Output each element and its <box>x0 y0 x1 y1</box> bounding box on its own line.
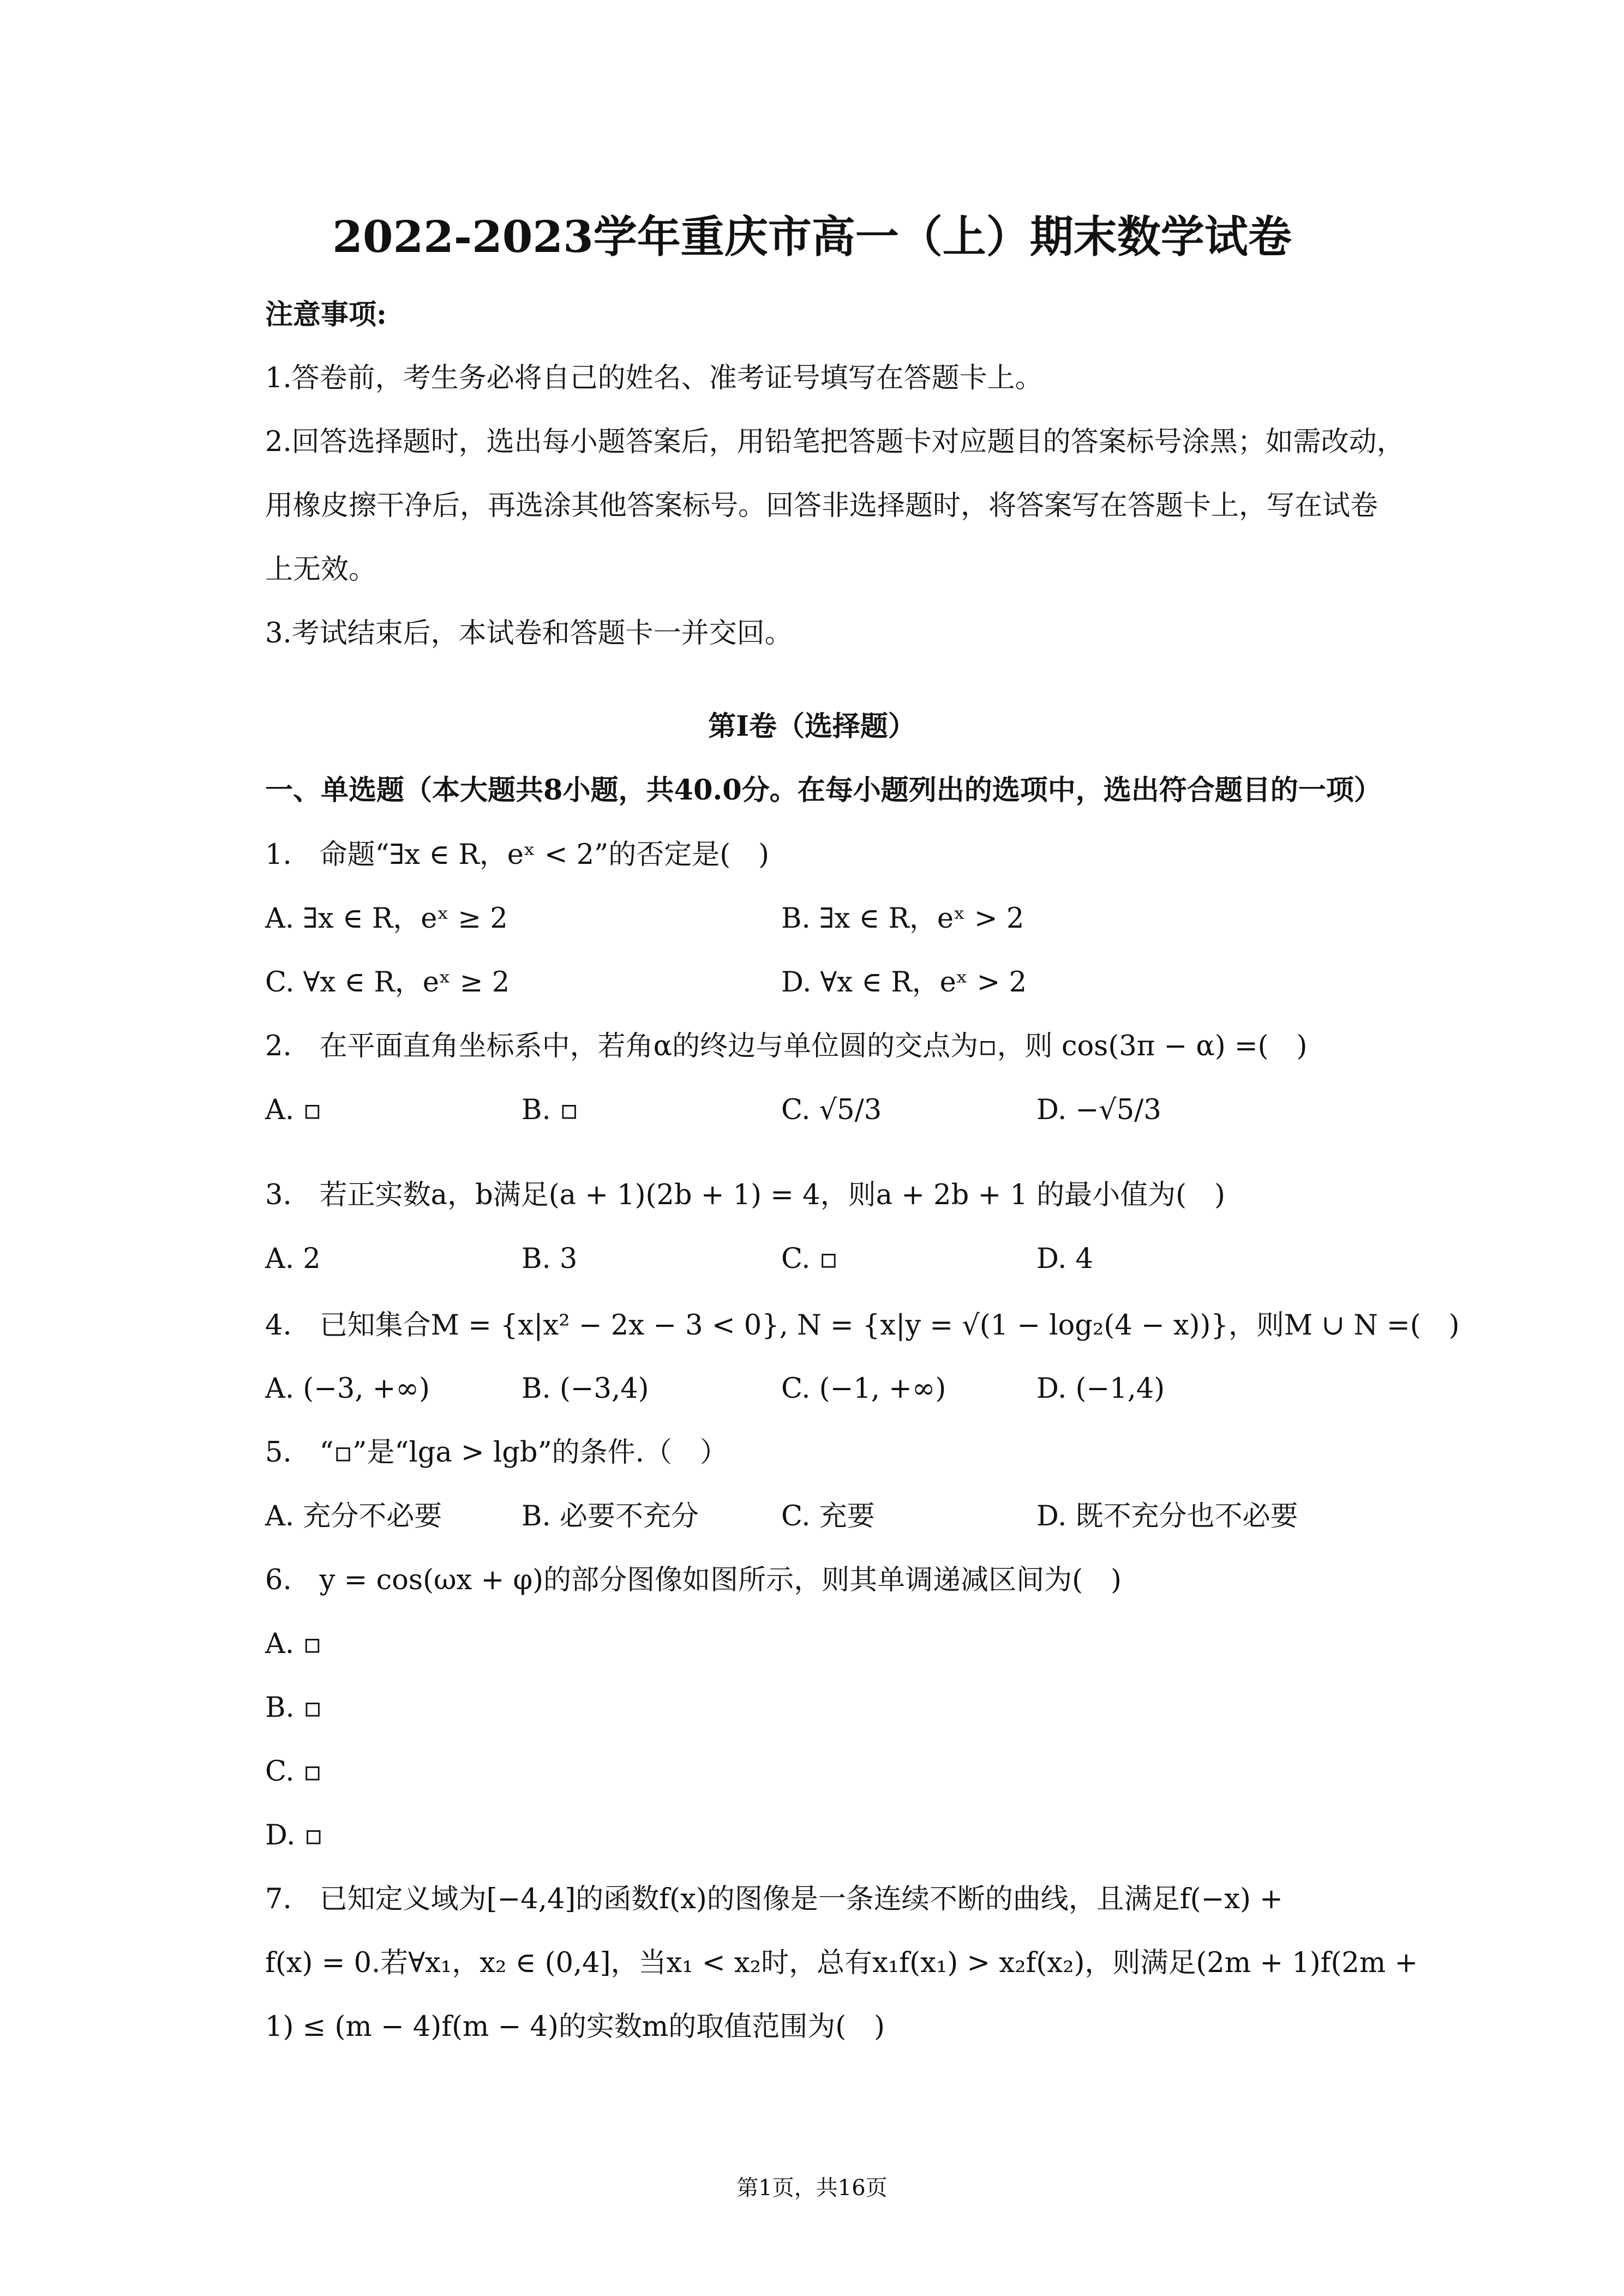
q3-option-a: A. 2 <box>265 1243 321 1275</box>
q5-option-d: D. 既不充分也不必要 <box>1036 1500 1298 1532</box>
q5-option-b: B. 必要不充分 <box>522 1500 699 1532</box>
q3-option-c: C. ▫ <box>781 1243 838 1275</box>
q6-option-b: B. ▫ <box>265 1692 322 1724</box>
question-6-stem: 6. y = cos(ωx + φ)的部分图像如图所示，则其单调递减区间为( ) <box>265 1564 1122 1596</box>
question-5-stem: 5. “▫”是“lga > lgb”的条件.（ ） <box>265 1436 728 1469</box>
question-3-stem: 3. 若正实数a，b满足(a + 1)(2b + 1) = 4，则a + 2b + 1 的最小值为( ) <box>265 1179 1225 1211</box>
q2-option-d: D. −√5/3 <box>1036 1094 1161 1126</box>
notice-heading: 注意事项: <box>265 298 387 331</box>
question-7-stem-line: 7. 已知定义域为[−4,4]的函数f(x)的图像是一条连续不断的曲线，且满足f(−x) + <box>265 1883 1283 1915</box>
q4-option-c: C. (−1, +∞) <box>781 1373 946 1405</box>
section-heading: 一、单选题（本大题共8小题，共40.0分。在每小题列出的选项中，选出符合题目的一项） <box>265 774 1382 807</box>
q6-option-d: D. ▫ <box>265 1819 323 1852</box>
q3-option-b: B. 3 <box>522 1243 578 1275</box>
page-footer: 第1页，共16页 <box>736 2175 888 2201</box>
q2-option-a: A. ▫ <box>265 1094 322 1126</box>
exam-title: 2022-2023学年重庆市高一（上）期末数学试卷 <box>332 211 1292 262</box>
q1-option-b: B. ∃x ∈ R，eˣ > 2 <box>781 903 1024 935</box>
q5-option-a: A. 充分不必要 <box>265 1500 442 1532</box>
q1-option-c: C. ∀x ∈ R，eˣ ≥ 2 <box>265 966 510 999</box>
question-7-stem-line: 1) ≤ (m − 4)f(m − 4)的实数m的取值范围为( ) <box>265 2011 885 2043</box>
question-1-stem: 1. 命题“∃x ∈ R，eˣ < 2”的否定是( ) <box>265 839 770 871</box>
q4-option-a: A. (−3, +∞) <box>265 1373 430 1405</box>
q2-option-c: C. √5/3 <box>781 1094 882 1126</box>
q4-option-d: D. (−1,4) <box>1036 1373 1165 1405</box>
notice-item: 2.回答选择题时，选出每小题答案后，用铅笔把答题卡对应题目的答案标号涂黑；如需改动， <box>265 426 1405 458</box>
q6-option-c: C. ▫ <box>265 1756 322 1788</box>
notice-item: 用橡皮擦干净后，再选涂其他答案标号。回答非选择题时，将答案写在答题卡上，写在试卷 <box>265 490 1379 522</box>
q3-option-d: D. 4 <box>1036 1243 1093 1275</box>
notice-item: 3.考试结束后，本试卷和答题卡一并交回。 <box>265 617 793 650</box>
notice-item: 1.答卷前，考生务必将自己的姓名、准考证号填写在答题卡上。 <box>265 362 1043 394</box>
question-4-stem: 4. 已知集合M = {x|x² − 2x − 3 < 0}, N = {x|y = √(1 − log₂(4 − x))}，则M ∪ N =( ) <box>265 1309 1460 1342</box>
question-2-stem: 2. 在平面直角坐标系中，若角α的终边与单位圆的交点为▫，则 cos(3π − α) =( ) <box>265 1030 1308 1062</box>
q5-option-c: C. 充要 <box>781 1500 875 1532</box>
question-7-stem-line: f(x) = 0.若∀x₁，x₂ ∈ (0,4]，当x₁ < x₂时，总有x₁f(x₁) > x₂f(x₂)，则满足(2m + 1)f(2m + <box>265 1947 1418 1979</box>
q1-option-a: A. ∃x ∈ R，eˣ ≥ 2 <box>265 903 508 935</box>
part-title: 第I卷（选择题） <box>708 710 916 743</box>
q2-option-b: B. ▫ <box>522 1094 579 1126</box>
q6-option-a: A. ▫ <box>265 1628 322 1660</box>
q1-option-d: D. ∀x ∈ R，eˣ > 2 <box>781 966 1027 999</box>
notice-item: 上无效。 <box>265 554 377 586</box>
q4-option-b: B. (−3,4) <box>522 1373 649 1405</box>
